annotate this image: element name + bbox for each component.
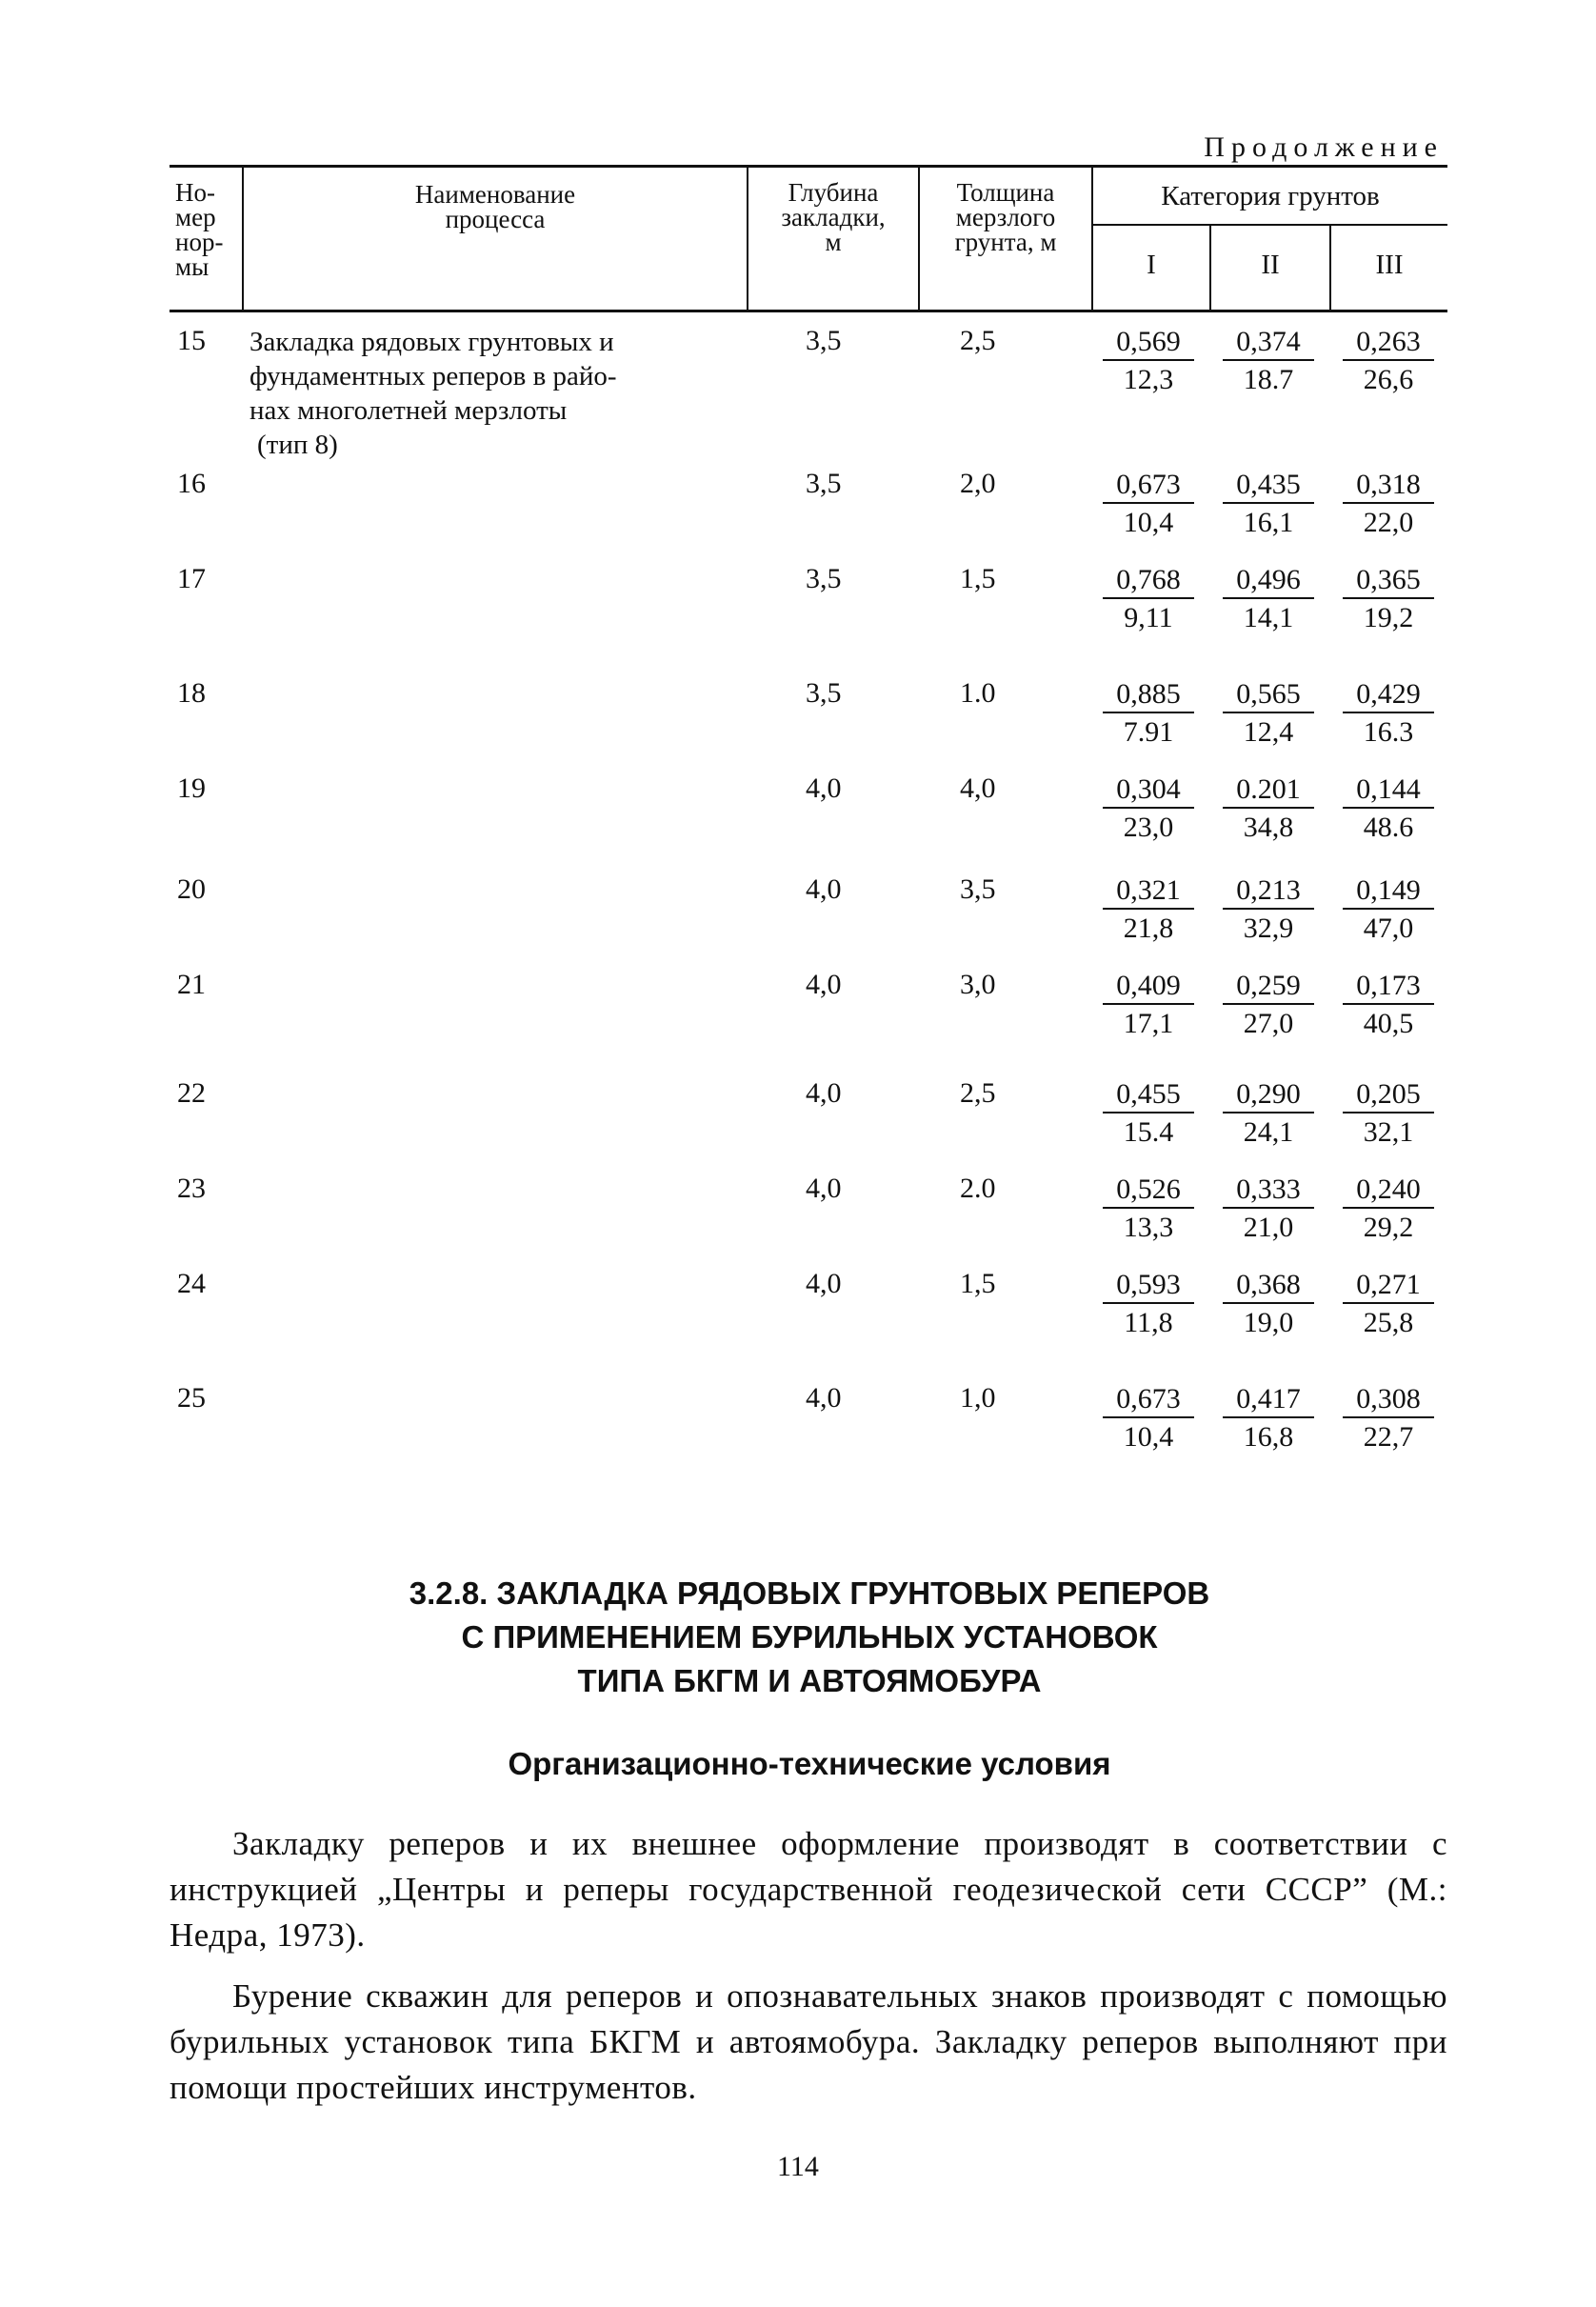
depth-value: 4,0 [806, 1268, 842, 1299]
cat1-value: $\frac{0,593}{11,8}$ [1103, 1268, 1194, 1342]
thickness-value: 2,5 [960, 325, 996, 356]
row-number: 22 [177, 1077, 206, 1109]
section-heading: 3.2.8. ЗАКЛАДКА РЯДОВЫХ ГРУНТОВЫХ РЕПЕРОВ С ПРИМЕНЕНИЕМ БУРИЛЬНЫХ УСТАНОВОК ТИПА БКГМ И АВТОЯМОБУРА [409, 1575, 1210, 1698]
cat1-value: $\frac{0,673}{10,4}$ [1103, 1382, 1194, 1456]
thickness-value: 4,0 [960, 772, 996, 804]
cat2-value: $\frac{0,290}{24,1}$ [1223, 1077, 1314, 1152]
thickness-value: 1,5 [960, 1268, 996, 1299]
row-number: 24 [177, 1268, 206, 1299]
depth-value: 4,0 [806, 772, 842, 804]
cat2-value: $\frac{0,368}{19,0}$ [1223, 1268, 1314, 1342]
thickness-value: 1.0 [960, 677, 996, 709]
category-subrule [1091, 224, 1447, 226]
cat2-value: $\frac{0,435}{16,1}$ [1223, 468, 1314, 542]
cat2-value: $\frac{0,213}{32,9}$ [1223, 873, 1314, 948]
cat3-value: $\frac{0,429}{16.3}$ [1343, 677, 1434, 752]
thickness-value: 2,0 [960, 468, 996, 499]
row-number: 19 [177, 772, 206, 804]
process-name: Закладка рядовых грунтовых и фундаментных реперов в райо- нах многолетней мерзлоты (тип 8) [249, 327, 617, 460]
row-number: 16 [177, 468, 206, 499]
cat3-value: $\frac{0,144}{48.6}$ [1343, 772, 1434, 847]
depth-value: 3,5 [806, 677, 842, 709]
cat2-value: $\frac{0,333}{21,0}$ [1223, 1173, 1314, 1247]
cat2-value: $\frac{0,259}{27,0}$ [1223, 969, 1314, 1043]
depth-value: 3,5 [806, 325, 842, 356]
row-number: 17 [177, 563, 206, 594]
header-num: Но- мер нор- мы [175, 178, 224, 281]
cat2-value: $\frac{0,417}{16,8}$ [1223, 1382, 1314, 1456]
row-number: 18 [177, 677, 206, 709]
table-header-rule [170, 310, 1447, 312]
table-top-rule [170, 165, 1447, 168]
row-number: 20 [177, 873, 206, 905]
header-cat-1: I [1147, 250, 1156, 280]
cat3-value: $\frac{0,263}{26,6}$ [1343, 325, 1434, 399]
cat1-value: $\frac{0,673}{10,4}$ [1103, 468, 1194, 542]
cat1-value: $\frac{0,409}{17,1}$ [1103, 969, 1194, 1043]
cat3-value: $\frac{0,205}{32,1}$ [1343, 1077, 1434, 1152]
cat3-value: $\frac{0,308}{22,7}$ [1343, 1382, 1434, 1456]
cat1-value: $\frac{0,768}{9,11}$ [1103, 563, 1194, 637]
cat3-value: $\frac{0,365}{19,2}$ [1343, 563, 1434, 637]
row-number: 15 [177, 325, 206, 356]
cat3-value: $\frac{0,173}{40,5}$ [1343, 969, 1434, 1043]
depth-value: 4,0 [806, 873, 842, 905]
thickness-value: 3,0 [960, 969, 996, 1000]
cat2-value: $\frac{0,565}{12,4}$ [1223, 677, 1314, 752]
row-number: 23 [177, 1173, 206, 1204]
row-number: 21 [177, 969, 206, 1000]
header-depth: Глубина закладки, м [781, 178, 886, 256]
cat2-value: $\frac{0,496}{14,1}$ [1223, 563, 1314, 637]
header-thickness: Толщина мерзлого грунта, м [954, 178, 1057, 256]
header-name: Наименование процесса [414, 180, 576, 233]
depth-value: 4,0 [806, 969, 842, 1000]
depth-value: 4,0 [806, 1173, 842, 1204]
cat2-value: $\frac{0.201}{34,8}$ [1223, 772, 1314, 847]
row-number: 25 [177, 1382, 206, 1414]
cat3-value: $\frac{0,149}{47,0}$ [1343, 873, 1434, 948]
cat1-value: $\frac{0,526}{13,3}$ [1103, 1173, 1194, 1247]
header-category: Категория грунтов [1161, 181, 1380, 211]
thickness-value: 1,5 [960, 563, 996, 594]
thickness-value: 3,5 [960, 873, 996, 905]
cat3-value: $\frac{0,318}{22,0}$ [1343, 468, 1434, 542]
cat1-value: $\frac{0,569}{12,3}$ [1103, 325, 1194, 399]
cat1-value: $\frac{0,455}{15.4}$ [1103, 1077, 1194, 1152]
thickness-value: 1,0 [960, 1382, 996, 1414]
paragraph: Бурение скважин для реперов и опознавательных знаков производят с помощью бурильных установок типа БКГМ и автоямобура. Закладку реперов выполняют при помощи простейших инструментов. [170, 1977, 1447, 2106]
paragraph: Закладку реперов и их внешнее оформление производят в соответствии с инструкцией „Центры и реперы государственной геодезической сети СССР” (М.: Недра, 1973). [170, 1825, 1447, 1954]
depth-value: 4,0 [806, 1077, 842, 1109]
thickness-value: 2.0 [960, 1173, 996, 1204]
cat2-value: $\frac{0,374}{18.7}$ [1223, 325, 1314, 399]
cat3-value: $\frac{0,240}{29,2}$ [1343, 1173, 1434, 1247]
depth-value: 3,5 [806, 563, 842, 594]
header-cat-3: III [1375, 250, 1404, 280]
page-number: 114 [777, 2151, 819, 2182]
depth-value: 4,0 [806, 1382, 842, 1414]
cat1-value: $\frac{0,885}{7.91}$ [1103, 677, 1194, 752]
header-cat-2: II [1261, 250, 1280, 280]
depth-value: 3,5 [806, 468, 842, 499]
thickness-value: 2,5 [960, 1077, 996, 1109]
cat1-value: $\frac{0,304}{23,0}$ [1103, 772, 1194, 847]
continuation-label: Продолжение [1204, 131, 1444, 163]
cat1-value: $\frac{0,321}{21,8}$ [1103, 873, 1194, 948]
section-subheading: Организационно-технические условия [508, 1746, 1111, 1781]
cat3-value: $\frac{0,271}{25,8}$ [1343, 1268, 1434, 1342]
norms-table [170, 165, 1447, 1470]
